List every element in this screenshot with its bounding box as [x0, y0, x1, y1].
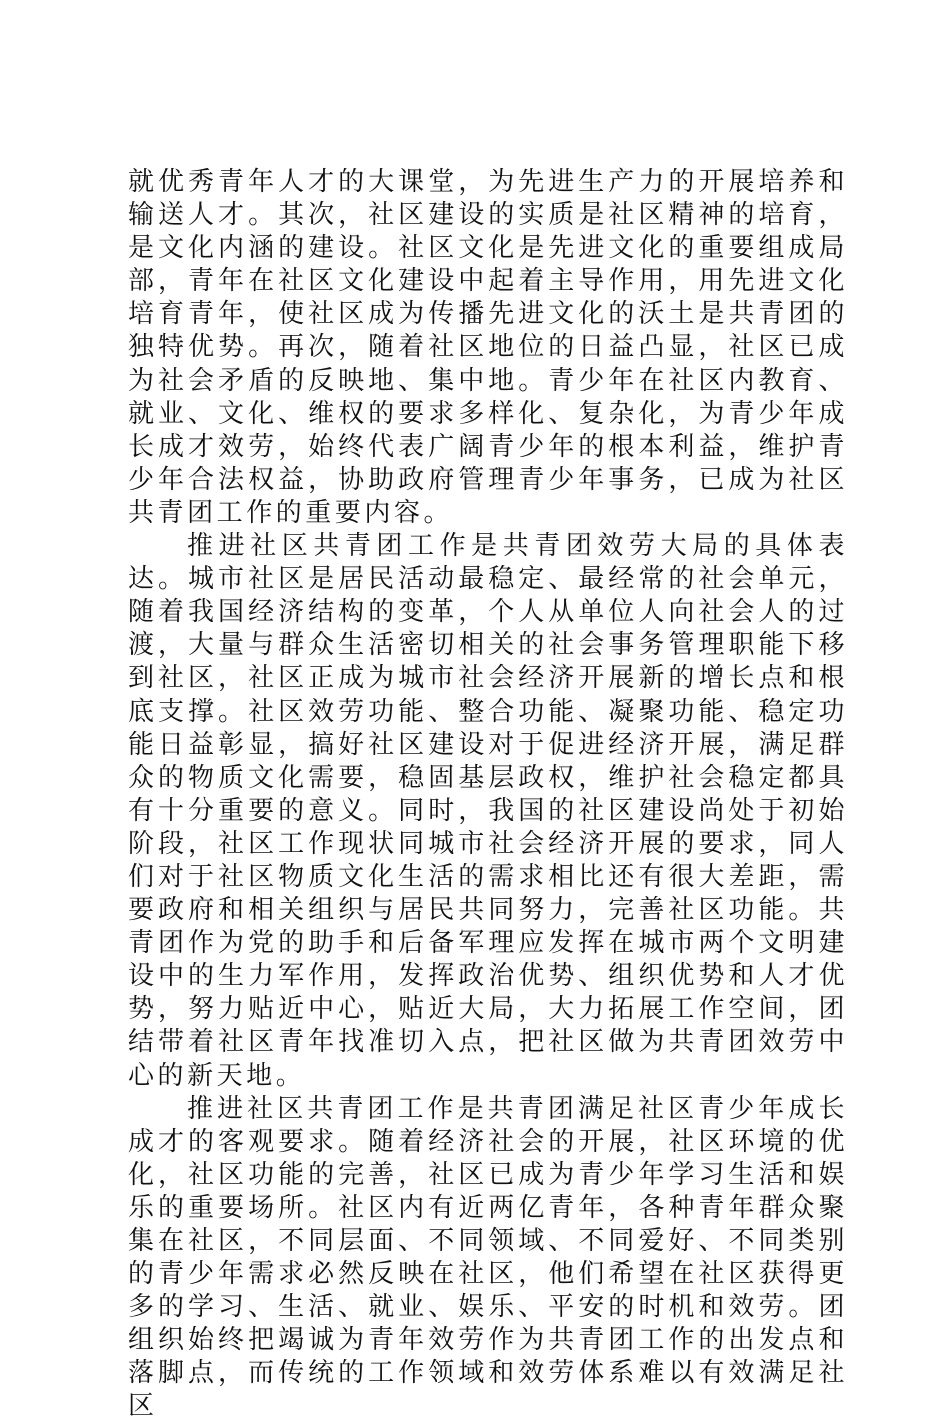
paragraph-youth-growth: 推进社区共青团工作是共青团满足社区青少年成长成才的客观要求。随着经济社会的开展，社区环境的优化，社区功能的完善，社区已成为青少年学习生活和娱乐的重要场所。社区内有近两亿青年，各种青年群众聚集在社区，不同层面、不同领域、不同爱好、不同类别的青少年需求必然反映在社区，他们希望在社区获得更多的学习、生活、就业、娱乐、平安的时机和效劳。团组织始终把竭诚为青年效劳作为共青团工作的出发点和落脚点，而传统的工作领域和效劳体系难以有效满足社区	[128, 1093, 848, 1422]
paragraph-continuation: 就优秀青年人才的大课堂，为先进生产力的开展培养和输送人才。其次，社区建设的实质是社区精神的培育，是文化内涵的建设。社区文化是先进文化的重要组成局部，青年在社区文化建设中起着主导作用，用先进文化培育青年，使社区成为传播先进文化的沃土是共青团的独特优势。再次，随着社区地位的日益凸显，社区已成为社会矛盾的反映地、集中地。青少年在社区内教育、就业、文化、维权的要求多样化、复杂化，为青少年成长成才效劳，始终代表广阔青少年的根本利益，维护青少年合法权益，协助政府管理青少年事务，已成为社区共青团工作的重要内容。	[128, 167, 848, 528]
body-text	[128, 166, 848, 1424]
paragraph-community-service: 推进社区共青团工作是共青团效劳大局的具体表达。城市社区是居民活动最稳定、最经常的社会单元，随着我国经济结构的变革，个人从单位人向社会人的过渡，大量与群众生活密切相关的社会事务管理职能下移到社区，社区正成为城市社会经济开展新的增长点和根底支撑。社区效劳功能、整合功能、凝聚功能、稳定功能日益彰显，搞好社区建设对于促进经济开展，满足群众的物质文化需要，稳固基层政权，维护社会稳定都具有十分重要的意义。同时，我国的社区建设尚处于初始阶段，社区工作现状同城市社会经济开展的要求，同人们对于社区物质文化生活的需求相比还有很大差距，需要政府和相关组织与居民共同努力，完善社区功能。共青团作为党的助手和后备军理应发挥在城市两个文明建设中的生力军作用，发挥政治优势、组织优势和人才优势，努力贴近中心，贴近大局，大力拓展工作空间，团结带着社区青年找准切入点，把社区做为共青团效劳中心的新天地。	[128, 531, 848, 1091]
